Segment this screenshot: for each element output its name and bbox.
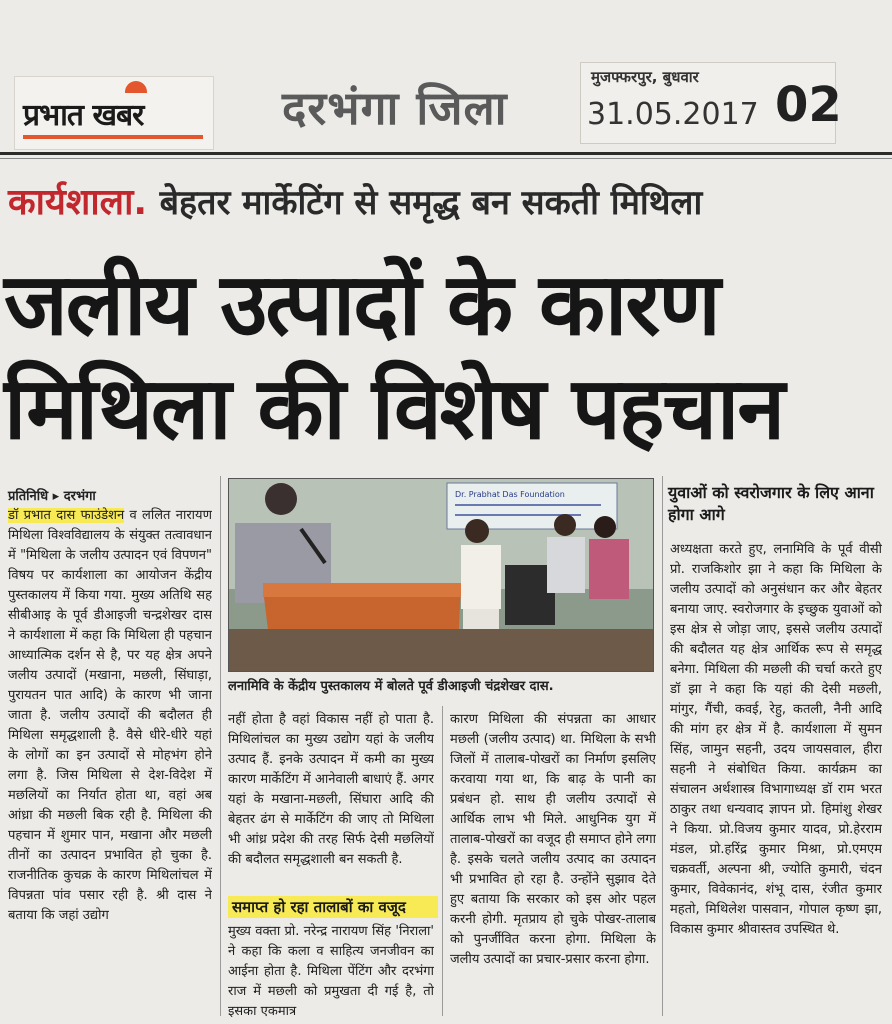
column-2-text: नहीं होता है वहां विकास नहीं हो पाता है. मिथिलांचल का मुख्य उद्योग यहां के जलीय उत्पाद हैं. इनके उत्पादन में कमी का मुख्य कारण मार्केटिंग में आनेवाली बाधाएं हैं. अगर यहां के मखाना-मछली, सिंघारा आदि की बेहतर ढंग से मार्केटिंग की जाए तो मिथिला भी आंध्र प्रदेश की तरह सिर्फ देसी मछलियों की बदौलत समृद्धशाली बन सकती है. xyxy=(228,712,434,867)
article-column-2 xyxy=(228,710,434,892)
column-4-text: अध्यक्षता करते हुए, लनामिवि के पूर्व वीसी प्रो. राजकिशोर झा ने कहा कि मिथिला के जलीय उत्पादों को अनुसंधान कर और बेहतर बनाया जाए. स्वरोजगार के इच्छुक युवाओं को इस क्षेत्र से जोड़ा जाए, इससे जलीय उत्पादों की बदौलत यह क्षेत्र आर्थिक रूप से समृद्ध बनेगा. मिथिला की मछली की चर्चा करते हुए डॉ झा ने कहा कि यहां की देसी मछली, मांगुर, गैंची, कवई, रेहु, कतली, नैनी आदि की मांग हर क्षेत्र में है. कार्यशाला में सुमन सिंह, जामुन सहनी, उदय जायसवाल, हीरा सहनी ने संबोधित किया. कार्यक्रम का संचालन अर्थशास्त्र विभागाध्यक्ष डॉ राम भरत ठाकुर तथा धन्यवाद ज्ञापन प्रो. हिमांशु शेखर ने किया. प्रो.विजय कुमार यादव, प्रो.हेरराम मंडल, प्रो.हरिंद्र कुमार मिश्रा, प्रो.एमएम चक्रवर्ती, अल्पना श्री, ज्योति कुमारी, चंदन कुमार, विवेकानंद, शंभू दास, रंजीत कुमार महतो, मिथिलेश पासवान, गोपाल कृष्ण झा, विकास कुमार श्रीवास्तव उपस्थित थे. xyxy=(670,542,882,937)
article-column-2b xyxy=(228,922,434,1020)
kicker-label: कार्यशाला. xyxy=(8,182,148,223)
byline xyxy=(8,486,96,504)
kicker xyxy=(8,176,702,225)
kicker-text: बेहतर मार्केटिंग से समृद्ध बन सकती मिथिला xyxy=(159,183,703,223)
article-column-1 xyxy=(8,506,212,1018)
column-divider xyxy=(220,476,221,1016)
byline-author: प्रतिनिधि xyxy=(8,489,49,504)
masthead-rule xyxy=(0,152,892,155)
news-photo xyxy=(228,478,654,672)
city-day: मुजफ्फरपुर, बुधवार xyxy=(591,68,699,86)
column-3-text: कारण मिथिला की संपन्नता का आधार मछली (जलीय उत्पाद) था. मिथिला के सभी जिलों में तालाब-पोखरों का निर्माण इसलिए करवाया गया था, कि बाढ़ के पानी का प्रबंधन हो. साथ ही जलीय उत्पादों से आर्थिक लाभ भी मिले. आधुनिक युग में तालाब-पोखरों का वजूद ही समाप्त होने लगा है. इसके चलते जलीय उत्पाद का उत्पादन भी प्रभावित हो रहा है. उन्होंने सुझाव देते हुए बताया कि सरकार को इस ओर पहल करनी होगी. मृतप्राय हो चुके पोखर-तालाब को पुनर्जीवित करना होगा. मिथिला के जलीय उत्पादों का प्रचार-प्रसार करना होगा. xyxy=(450,712,656,967)
issue-date: 31.05.2017 xyxy=(587,97,759,132)
column-divider xyxy=(442,706,443,1016)
newspaper-logo xyxy=(14,76,214,150)
photo-caption: लनामिवि के केंद्रीय पुस्तकालय में बोलते पूर्व डीआइजी चंद्रशेखर दास. xyxy=(228,679,554,694)
logo-underline xyxy=(23,135,203,139)
page-number: 02 xyxy=(775,77,842,133)
photo-illustration xyxy=(229,479,653,671)
article-column-4 xyxy=(670,540,882,1020)
byline-place: दरभंगा xyxy=(63,489,96,504)
article-column-3 xyxy=(450,710,656,1020)
sun-logo-icon xyxy=(125,81,147,93)
byline-arrow-icon: ▸ xyxy=(52,489,60,504)
subhead-youth: युवाओं को स्वरोजगार के लिए आना होगा आगे xyxy=(668,483,874,524)
column-1-text: व ललित नारायण मिथिला विश्वविद्यालय के संयुक्त तत्वावधान में "मिथिला के जलीय उत्पादन एवं विपणन" विषय पर कार्यशाला का आयोजन केंद्रीय पुस्तकालय में किया गया. मुख्य अतिथि सह सीबीआइ के पूर्व डीआइजी चन्द्रशेखर दास ने कार्यशाला में कहा कि मिथिला ही पहचान आध्यात्मिक दर्शन से है, पर यह क्षेत्र अपने जलीय उत्पादों (मखाना, मछली, सिंघाड़ा, पुरायतन पात आदि) के कारण भी जाना जाता है. जलीय उत्पादों की बदौलत ही मिथिला समृद्धशाली है. वैसे धीरे-धीरे यहां के लोगों का इन उत्पादों से मोहभंग होने लगा है. जिस मिथिला से देश-विदेश में मछलियों का निर्यात होता था, वहां अब आंध्रा की मछली बिक रही है. मिथिला की पहचान में शुमार पान, मखाना और मछली तीनों का उत्पादन प्रभावित हो चुका है. राजनीतिक कुचक्र के कारण मिथिलांचल में विपन्नता पांव पसार रही है. श्री दास ने बताया कि जहां उद्योग xyxy=(8,508,212,923)
section-title: दरभंगा जिला xyxy=(282,81,508,135)
headline-line-2: मिथिला की विशेष पहचान xyxy=(4,359,784,459)
foundation-highlight: डॉ प्रभात दास फाउंडेशन xyxy=(8,508,125,523)
headline-line-1: जलीय उत्पादों के कारण xyxy=(4,255,719,355)
date-box xyxy=(580,62,842,144)
logo-text: प्रभात खबर xyxy=(23,98,144,133)
masthead-rule-thin xyxy=(0,158,892,159)
column-2-text-2: मुख्य वक्ता प्रो. नरेन्द्र नारायण सिंह 'निराला' ने कहा कि कला व साहित्य जनजीवन का आईना होता है. मिथिला पेंटिंग और दरभंगा राज में मछली को प्रमुखता दी गई है, तो इसका एकमात्र xyxy=(228,924,434,1019)
subhead-ponds: समाप्त हो रहा तालाबों का वजूद xyxy=(228,896,438,918)
column-divider xyxy=(662,476,663,1016)
banner-text: Dr. Prabhat Das Foundation xyxy=(455,490,565,499)
